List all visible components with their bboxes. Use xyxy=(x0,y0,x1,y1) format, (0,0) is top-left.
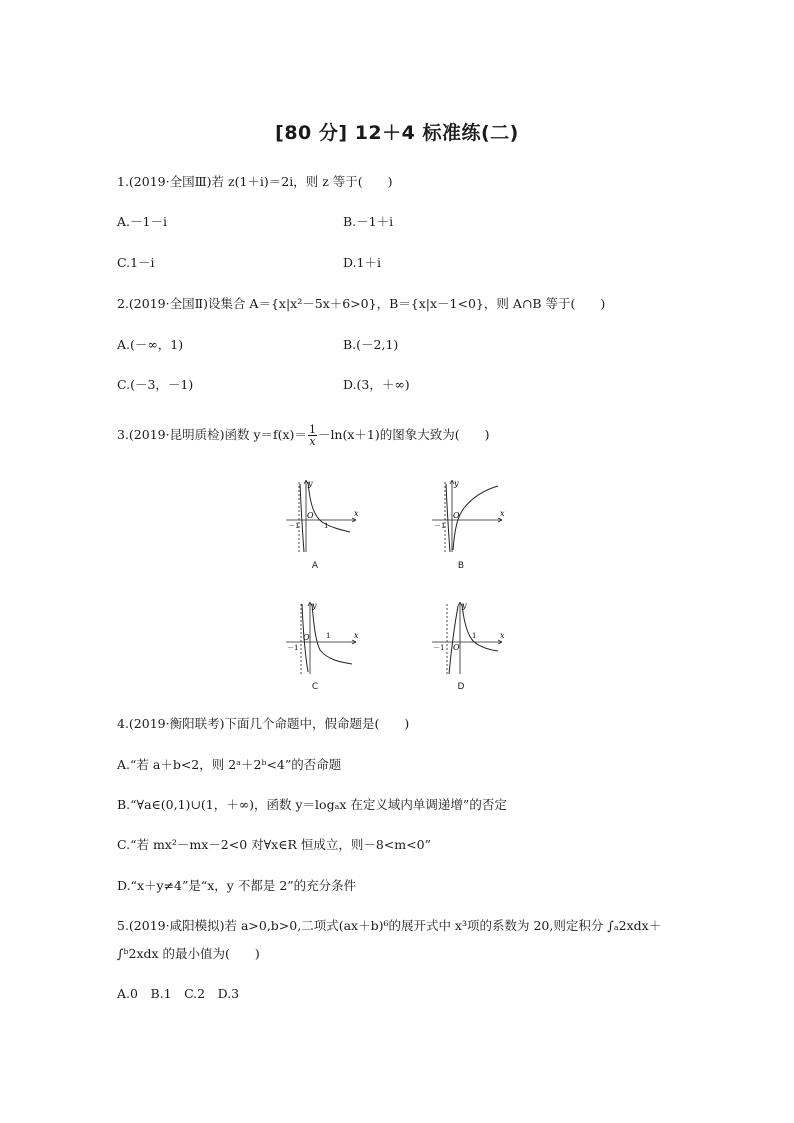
graph-d-tick-1: 1 xyxy=(472,632,477,640)
graph-c-x-label: x xyxy=(354,631,359,640)
graph-a-tick-1: 1 xyxy=(324,522,329,530)
page-title: [80 分] 12＋4 标准练(二) xyxy=(275,122,519,144)
graph-b-label: B xyxy=(457,561,465,571)
graph-c-tick-neg1: －1 xyxy=(287,644,299,652)
q1-option-b: B.－1＋i xyxy=(343,214,394,229)
graph-c xyxy=(282,598,362,678)
q3-stem xyxy=(117,420,490,450)
q1-option-d: D.1＋i xyxy=(343,255,382,270)
graph-a-tick-neg1: －1 xyxy=(288,522,300,530)
q2-option-a: A.(－∞，1) xyxy=(117,337,184,352)
q5-stem-line1: 5.(2019·咸阳模拟)若 a>0,b>0,二项式(ax＋b)⁶的展开式中 x³项的系数为 20,则定积分 ∫ₐ2xdx＋ xyxy=(117,918,662,933)
q4-option-b: B.“∀a∈(0,1)∪(1，＋∞)，函数 y＝logₐx 在定义域内单调递增”的否定 xyxy=(117,797,507,812)
q2-option-d: D.(3，＋∞) xyxy=(343,377,410,392)
graph-d-curve-left xyxy=(449,606,458,674)
graph-b-origin: O xyxy=(453,511,460,520)
q3-stem-pre: 3.(2019·昆明质检)函数 y＝f(x)＝ xyxy=(117,427,307,442)
graph-b-y-label: y xyxy=(454,479,459,488)
q1-option-a: A.－1－i xyxy=(117,214,167,229)
q2-option-b: B.(－2,1) xyxy=(343,337,399,352)
graph-d-tick-neg1: －1 xyxy=(433,644,445,652)
graph-d xyxy=(428,598,508,678)
graph-a-curve-left xyxy=(300,484,304,552)
q3-fraction xyxy=(308,424,317,447)
graph-d-x-label: x xyxy=(500,631,505,640)
q4-stem: 4.(2019·衡阳联考)下面几个命题中，假命题是( ) xyxy=(117,716,410,731)
q4-option-d: D.“x＋y≠4”是“x，y 不都是 2”的充分条件 xyxy=(117,878,357,893)
graph-b-curve-left xyxy=(446,484,450,552)
graph-a xyxy=(282,476,362,556)
graph-d-origin: O xyxy=(453,643,460,652)
graph-c-label: C xyxy=(311,682,319,692)
q1-stem: 1.(2019·全国Ⅲ)若 z(1＋i)＝2i，则 z 等于( ) xyxy=(117,174,393,189)
q2-stem: 2.(2019·全国Ⅱ)设集合 A＝{x|x²－5x＋6>0}，B＝{x|x－1<0}，则 A∩B 等于( ) xyxy=(117,296,606,311)
q3-fraction-numerator: 1 xyxy=(308,423,316,436)
graph-b-tick-neg1: －1 xyxy=(434,522,446,530)
graph-c-curve-right xyxy=(312,604,352,664)
q3-fraction-denominator: x xyxy=(309,435,316,448)
q4-option-c: C.“若 mx²－mx－2<0 对∀x∈R 恒成立，则－8<m<0” xyxy=(117,837,431,852)
graph-b xyxy=(428,476,508,556)
graph-c-tick-1: 1 xyxy=(326,632,331,640)
graph-a-label: A xyxy=(311,561,319,571)
graph-b-curve-right xyxy=(453,486,498,550)
q4-option-a: A.“若 a＋b<2，则 2ᵃ＋2ᵇ<4”的否命题 xyxy=(117,757,342,772)
q3-stem-post: －ln(x＋1)的图象大致为( ) xyxy=(317,427,490,442)
graph-d-curve-right xyxy=(462,604,498,651)
graph-a-curve-right xyxy=(308,482,350,532)
q2-option-c: C.(－3，－1) xyxy=(117,377,194,392)
graph-d-y-label: y xyxy=(462,601,467,610)
q5-stem-line2: ∫ᵇ2xdx 的最小值为( ) xyxy=(117,946,260,961)
graph-c-y-label: y xyxy=(312,601,317,610)
q1-option-c: C.1－i xyxy=(117,255,155,270)
graph-a-origin: O xyxy=(307,511,314,520)
q5-options: A.0 B.1 C.2 D.3 xyxy=(117,986,240,1001)
graph-b-x-label: x xyxy=(500,509,505,518)
graph-c-origin: O xyxy=(303,633,310,642)
graph-a-x-label: x xyxy=(354,509,359,518)
graph-a-y-label: y xyxy=(308,479,313,488)
graph-d-label: D xyxy=(457,682,465,692)
